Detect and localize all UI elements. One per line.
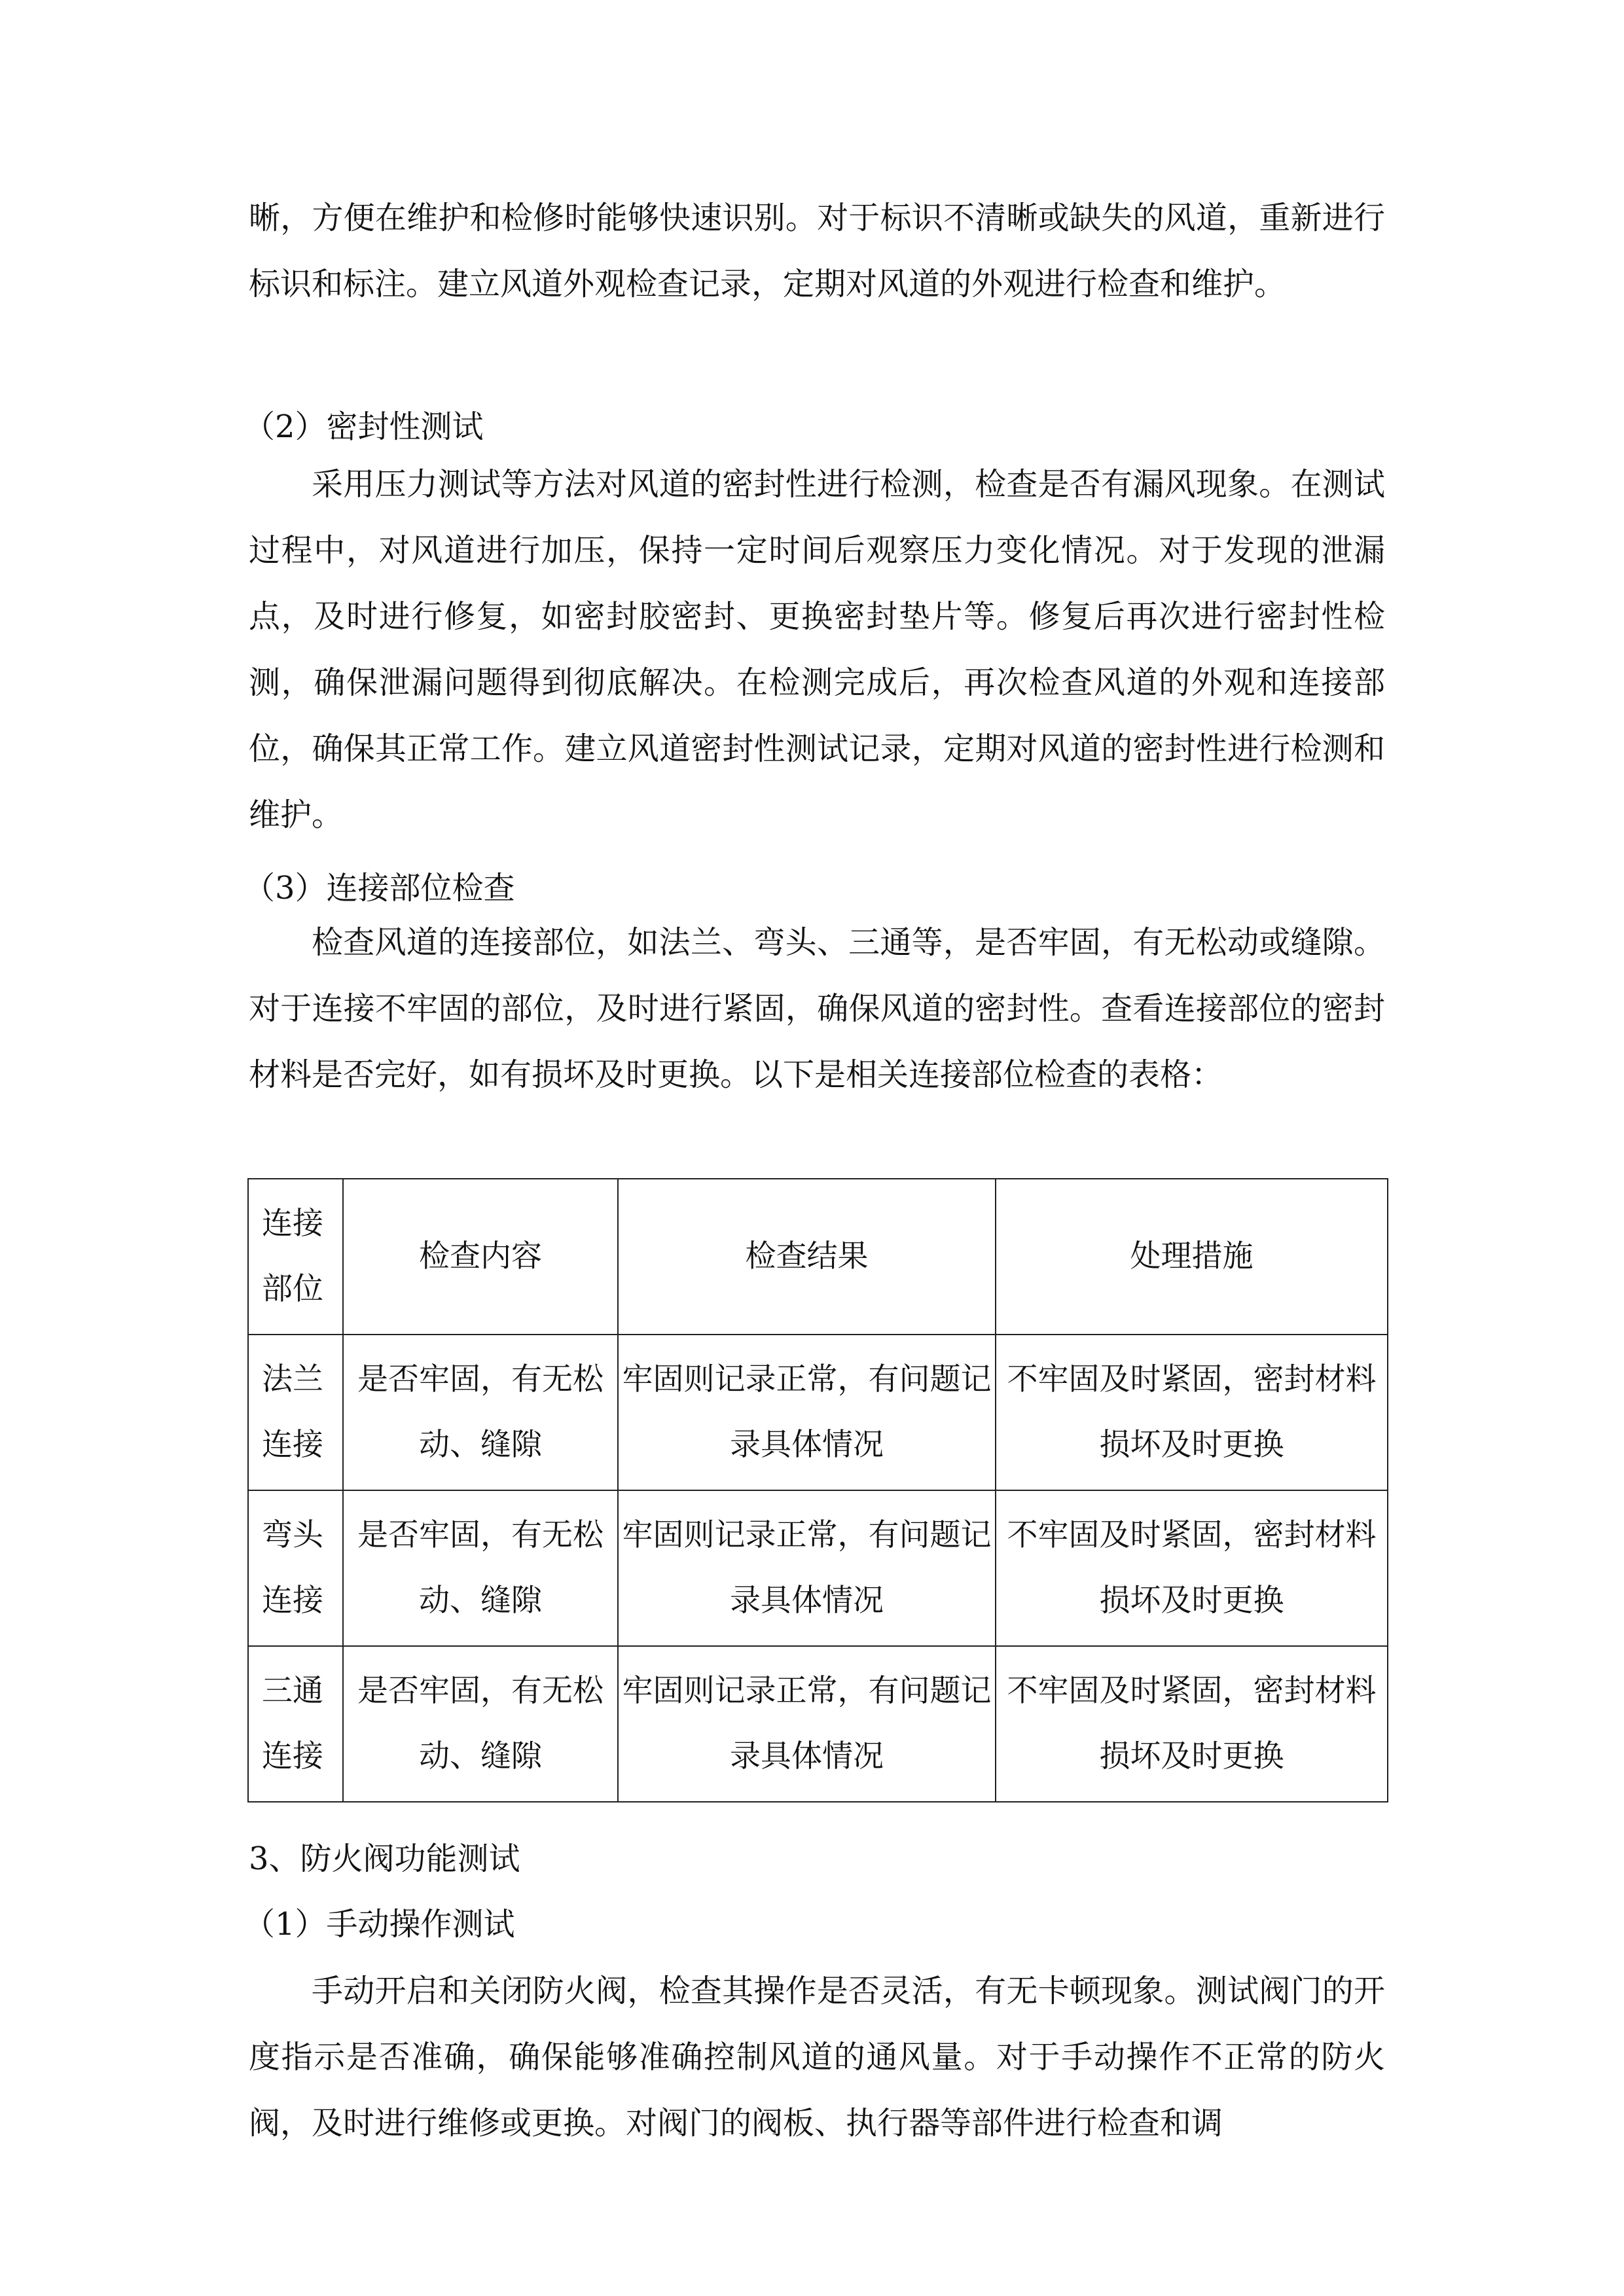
- paragraph-seal-test: 采用压力测试等方法对风道的密封性进行检测，检查是否有漏风现象。在测试过程中，对风道进行加压，保持一定时间后观察压力变化情况。对于发现的泄漏点，及时进行修复，如密封胶密封、更换密封垫片等。修复后再次进行密封性检测，确保泄漏问题得到彻底解决。在检测完成后，再次检查风道的外观和连接部位，确保其正常工作。建立风道密封性测试记录，定期对风道的密封性进行检测和维护。: [249, 466, 1385, 833]
- table-cell: 是否牢固，有无松动、缝隙: [343, 1335, 618, 1490]
- table-header-cell: 检查内容: [343, 1179, 618, 1335]
- heading-manual-operation-test: （1）手动操作测试: [244, 1906, 515, 1943]
- table-header-row: [248, 1179, 1388, 1335]
- table-cell: 是否牢固，有无松动、缝隙: [343, 1490, 618, 1646]
- table-cell: 三通连接: [248, 1646, 343, 1802]
- table-cell: 牢固则记录正常，有问题记录具体情况: [618, 1490, 996, 1646]
- table-header-cell: 处理措施: [996, 1179, 1388, 1335]
- heading-connection-check: （3）连接部位检查: [244, 870, 515, 906]
- table-cell: 不牢固及时紧固，密封材料损坏及时更换: [996, 1335, 1388, 1490]
- table-row: [248, 1646, 1388, 1802]
- table-cell: 牢固则记录正常，有问题记录具体情况: [618, 1646, 996, 1802]
- paragraph-connection-check: 检查风道的连接部位，如法兰、弯头、三通等，是否牢固，有无松动或缝隙。对于连接不牢固的部位，及时进行紧固，确保风道的密封性。查看连接部位的密封材料是否完好，如有损坏及时更换。以下是相关连接部位检查的表格：: [249, 924, 1385, 1093]
- table-row: [248, 1335, 1388, 1490]
- paragraph-manual-operation-test: 手动开启和关闭防火阀，检查其操作是否灵活，有无卡顿现象。测试阀门的开度指示是否准确，确保能够准确控制风道的通风量。对于手动操作不正常的防火阀，及时进行维修或更换。对阀门的阀板、执行器等部件进行检查和调: [249, 1973, 1385, 2142]
- table-header-cell: 检查结果: [618, 1179, 996, 1335]
- table-cell: 法兰连接: [248, 1335, 343, 1490]
- table-cell: 是否牢固，有无松动、缝隙: [343, 1646, 618, 1802]
- paragraph-appearance-end: 晰，方便在维护和检修时能够快速识别。对于标识不清晰或缺失的风道，重新进行标识和标注。建立风道外观检查记录，定期对风道的外观进行检查和维护。: [249, 200, 1385, 302]
- section-fire-damper-test: 3、防火阀功能测试: [249, 1840, 520, 1877]
- table-cell: 不牢固及时紧固，密封材料损坏及时更换: [996, 1490, 1388, 1646]
- table-cell: 弯头连接: [248, 1490, 343, 1646]
- table-cell: 不牢固及时紧固，密封材料损坏及时更换: [996, 1646, 1388, 1802]
- table-header-cell: 连接部位: [248, 1179, 343, 1335]
- heading-seal-test: （2）密封性测试: [244, 408, 484, 445]
- connection-check-table: [247, 1178, 1388, 1803]
- table-row: [248, 1490, 1388, 1646]
- table-cell: 牢固则记录正常，有问题记录具体情况: [618, 1335, 996, 1490]
